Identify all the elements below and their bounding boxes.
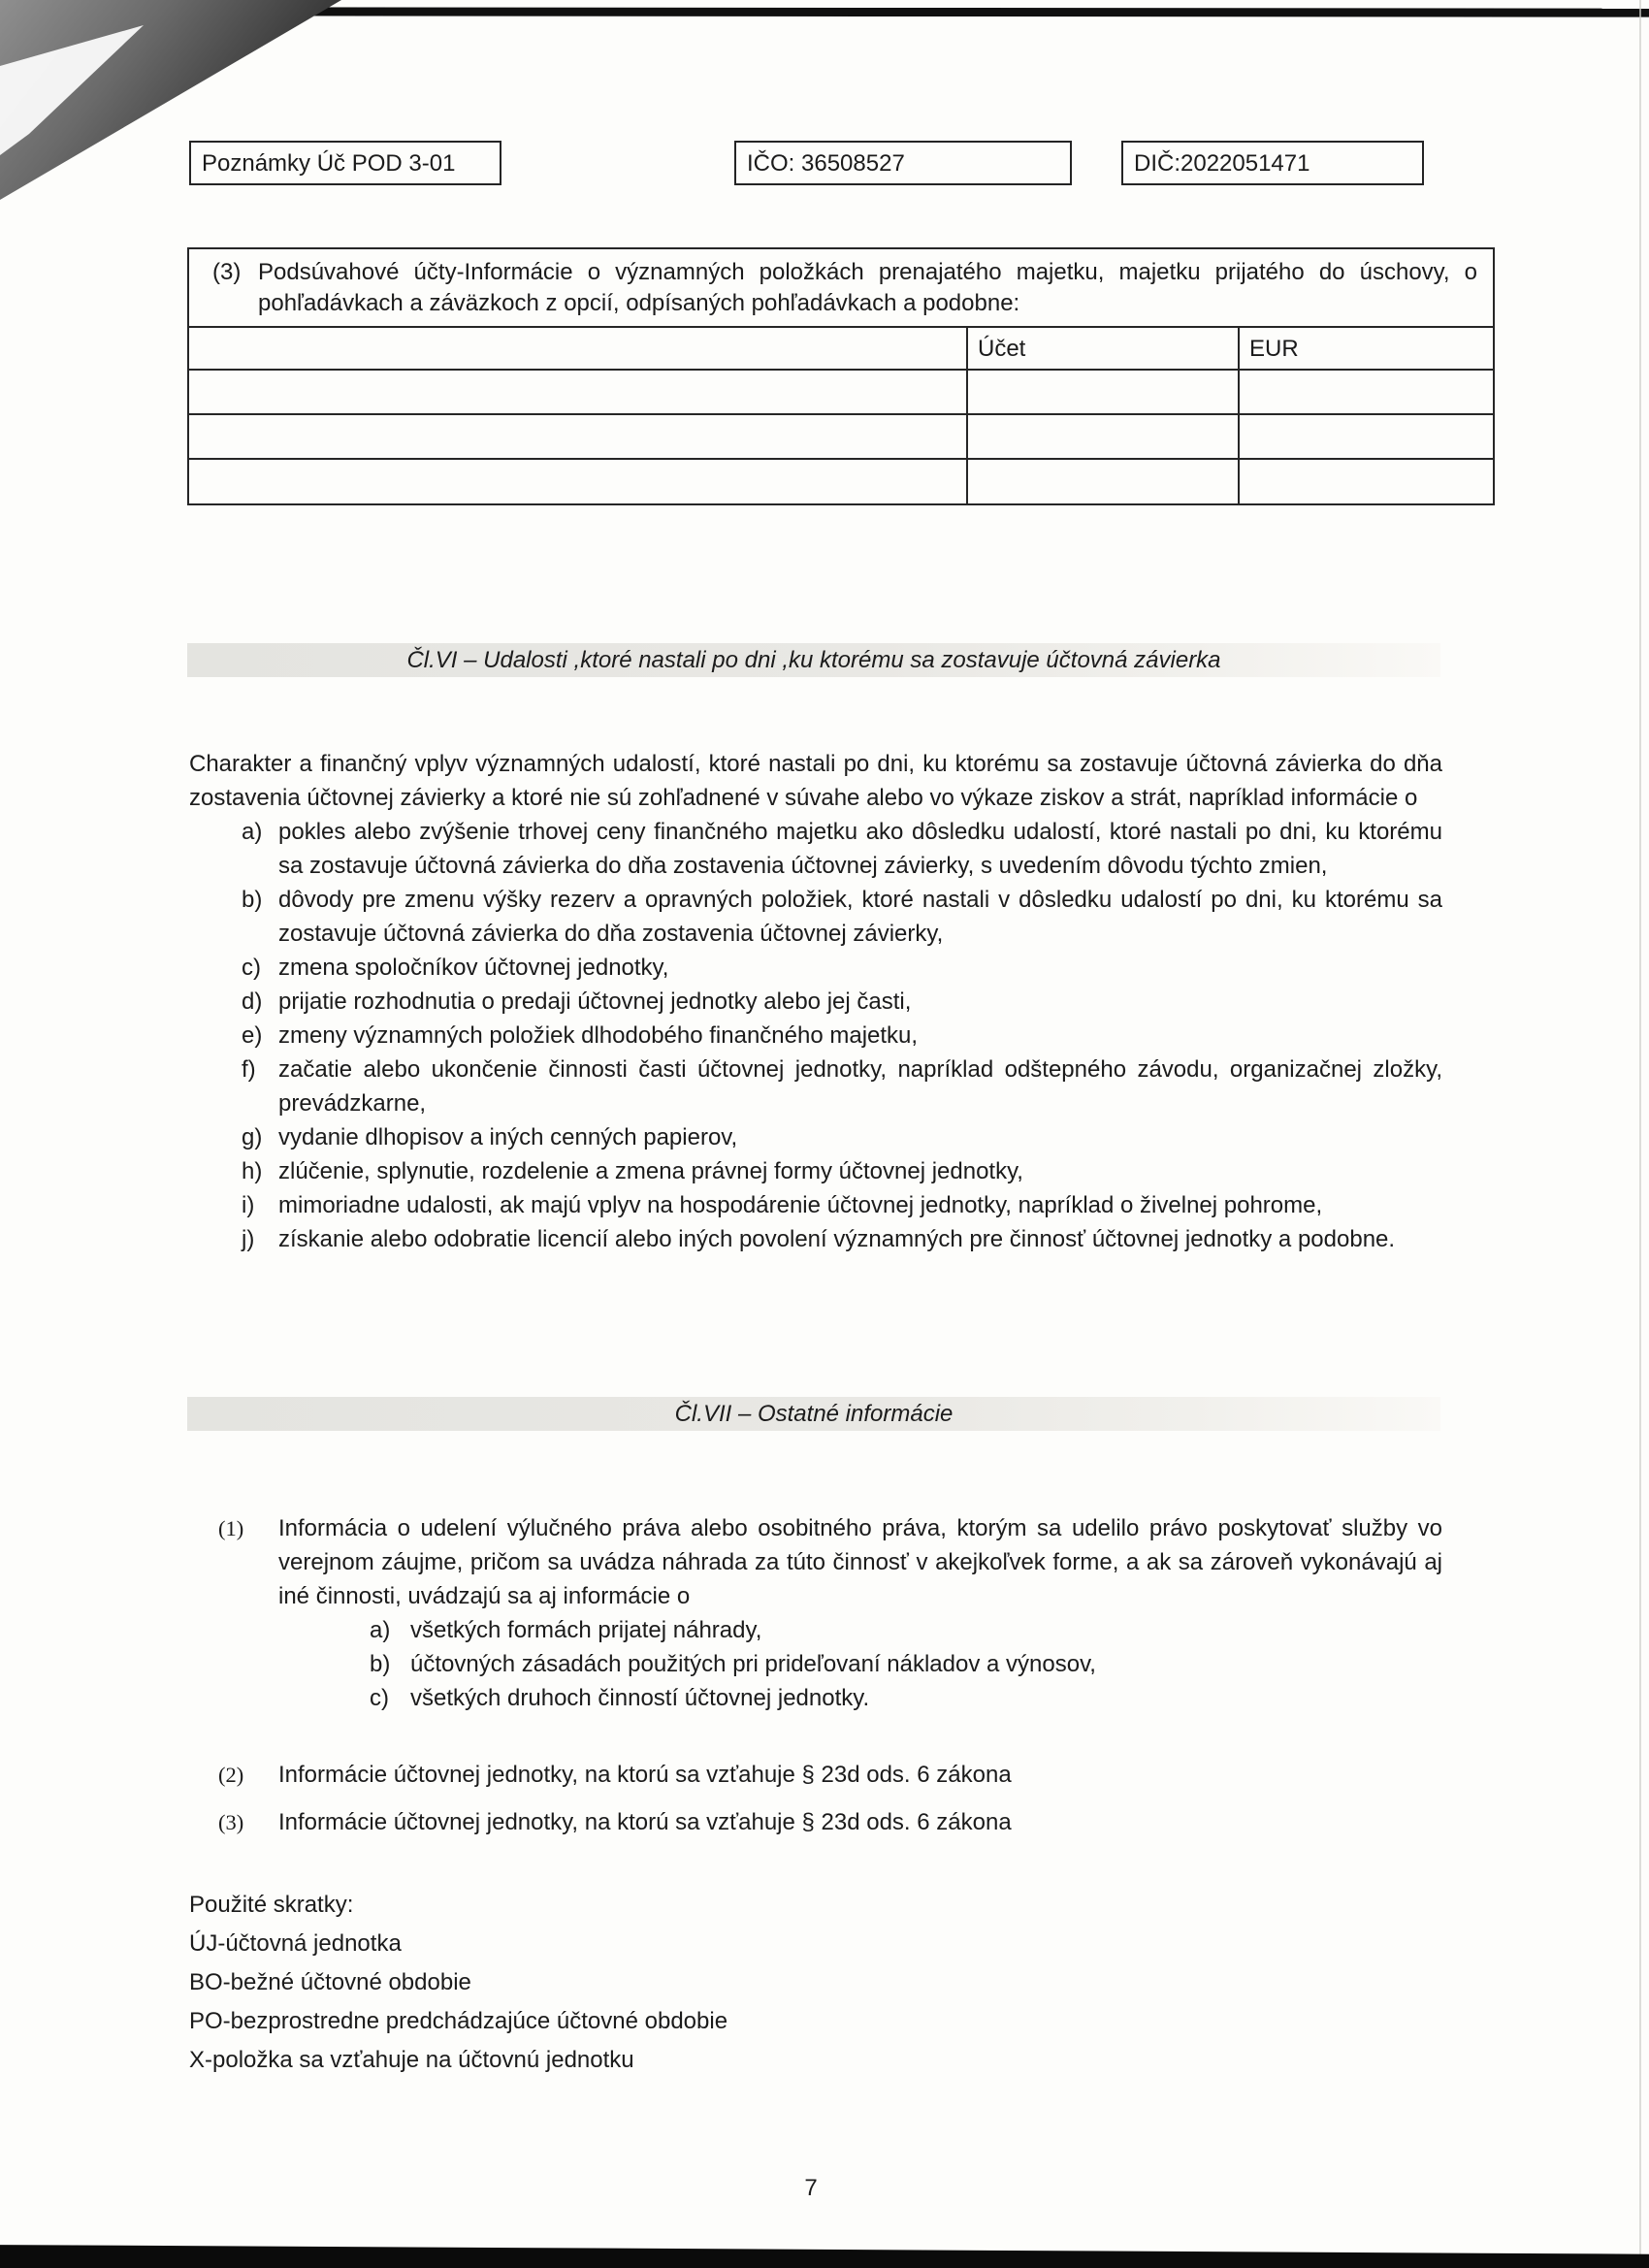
list-item-label: b) xyxy=(242,887,263,913)
dic-box xyxy=(1121,141,1424,185)
table-grid xyxy=(189,326,1493,503)
sub-item-label: c) xyxy=(370,1685,389,1711)
table-row xyxy=(189,414,1493,459)
list-item-label: d) xyxy=(242,988,263,1015)
table-row xyxy=(189,459,1493,503)
table-cell xyxy=(1239,414,1493,459)
ico-box xyxy=(734,141,1072,185)
sub-item-label: b) xyxy=(370,1651,391,1677)
list-item-j xyxy=(189,1222,1442,1256)
list-item-label: e) xyxy=(242,1022,263,1049)
section-vi-heading xyxy=(187,643,1440,677)
list-item-label: j) xyxy=(242,1226,255,1252)
list-item-f xyxy=(189,1053,1442,1120)
scan-artifact-right-edge xyxy=(1639,0,1641,2268)
numbered-item-label: (1) xyxy=(218,1516,244,1540)
form-name-box xyxy=(189,141,501,185)
list-item-e xyxy=(189,1019,1442,1053)
table-header-empty-cell xyxy=(189,327,967,370)
section-vi-body xyxy=(189,747,1442,1256)
scan-artifact-top-line xyxy=(190,7,1649,16)
scan-artifact-bottom-line xyxy=(0,2243,1649,2268)
table-cell xyxy=(967,370,1239,414)
table-cell xyxy=(1239,370,1493,414)
numbered-item-label: (3) xyxy=(218,1810,244,1834)
section-vii-heading xyxy=(187,1397,1440,1431)
numbered-item-2 xyxy=(189,1758,1442,1792)
sub-item-label: a) xyxy=(370,1617,391,1643)
abbreviation-po: PO-bezprostredne predchádzajúce účtovné obdobie xyxy=(189,2008,728,2034)
list-item-text: zlúčenie, splynutie, rozdelenie a zmena právnej formy účtovnej jednotky, xyxy=(278,1158,1023,1184)
list-item-h xyxy=(189,1154,1442,1188)
sub-item-c xyxy=(189,1681,1442,1715)
list-item-text: začatie alebo ukončenie činnosti časti účtovnej jednotky, napríklad odštepného závodu, organizačnej zložky, prevádzkarne, xyxy=(278,1056,1442,1117)
table-cell xyxy=(189,370,967,414)
section-vii-title: Čl.VII – Ostatné informácie xyxy=(674,1401,954,1427)
list-item-g xyxy=(189,1120,1442,1154)
list-item-label: c) xyxy=(242,955,261,981)
table-caption-text: Podsúvahové účty-Informácie o významných položkách prenajatého majetku, majetku prijatého do úschovy, o pohľadávkach a záväzkoch z opcií, odpísaných pohľadávkach a podobne: xyxy=(258,259,1477,316)
numbered-item-text: Informácia o udelení výlučného práva alebo osobitného práva, ktorým sa udelilo právo poskytovať služby vo verejnom záujme, pričom sa uvádza náhrada za túto činnosť v akejkoľvek forme, a ak sa zároveň vykonávajú aj iné činnosti, uvádzajú sa aj informácie o xyxy=(278,1515,1442,1609)
table-cell xyxy=(967,414,1239,459)
list-item-label: h) xyxy=(242,1158,263,1184)
sub-item-text: účtovných zásadách použitých pri prideľovaní nákladov a výnosov, xyxy=(410,1651,1096,1677)
abbreviation-x: X-položka sa vzťahuje na účtovnú jednotku xyxy=(189,2047,634,2073)
form-name-label: Poznámky Úč POD 3-01 xyxy=(202,149,456,177)
list-item-text: získanie alebo odobratie licencií alebo iných povolení významných pre činnosť účtovnej jednotky a podobne. xyxy=(278,1226,1396,1252)
list-item-label: f) xyxy=(242,1056,256,1083)
list-item-text: zmeny významných položiek dlhodobého finančného majetku, xyxy=(278,1022,919,1049)
numbered-item-label: (2) xyxy=(218,1763,244,1787)
abbreviations-block xyxy=(189,1886,1442,2080)
list-item-c xyxy=(189,951,1442,985)
sub-item-text: všetkých druhoch činností účtovnej jednotky. xyxy=(410,1685,870,1711)
table-row xyxy=(189,370,1493,414)
table-cell xyxy=(1239,459,1493,503)
section-vi-title: Čl.VI – Udalosti ,ktoré nastali po dni ,ku ktorému sa zostavuje účtovná závierka xyxy=(406,647,1221,673)
numbered-item-text: Informácie účtovnej jednotky, na ktorú sa vzťahuje § 23d ods. 6 zákona xyxy=(278,1809,1012,1835)
table-cell xyxy=(189,414,967,459)
table-header-ucet: Účet xyxy=(967,327,1239,370)
dic-value: DIČ:2022051471 xyxy=(1134,149,1310,177)
list-item-label: g) xyxy=(242,1124,263,1150)
numbered-item-3 xyxy=(189,1805,1442,1839)
table-cell xyxy=(189,459,967,503)
list-item-a xyxy=(189,815,1442,883)
table-caption-number: (3) xyxy=(212,259,242,285)
sub-item-a xyxy=(189,1613,1442,1647)
list-item-label: i) xyxy=(242,1192,255,1218)
sub-item-b xyxy=(189,1647,1442,1681)
list-item-text: dôvody pre zmenu výšky rezerv a opravných položiek, ktoré nastali v dôsledku udalostí po dni, ku ktorému sa zostavuje účtovná závierka do dňa zostavenia účtovnej závierky, xyxy=(278,887,1442,947)
section-vi-intro: Charakter a finančný vplyv významných udalostí, ktoré nastali po dni, ku ktorému sa zostavuje účtovná závierka do dňa zostavenia účtovnej závierky a ktoré nie sú zohľadnené v súvahe alebo vo výkaze ziskov a strát, napríklad informácie o xyxy=(189,751,1442,811)
list-item-d xyxy=(189,985,1442,1019)
table-caption xyxy=(189,249,1493,326)
list-item-text: mimoriadne udalosti, ak majú vplyv na hospodárenie účtovnej jednotky, napríklad o živelnej pohrome, xyxy=(278,1192,1323,1218)
list-item-b xyxy=(189,883,1442,951)
list-item-text: prijatie rozhodnutia o predaji účtovnej jednotky alebo jej časti, xyxy=(278,988,912,1015)
off-balance-accounts-table xyxy=(187,247,1495,505)
table-header-row xyxy=(189,327,1493,370)
list-item-i xyxy=(189,1188,1442,1222)
table-header-eur: EUR xyxy=(1239,327,1493,370)
list-item-label: a) xyxy=(242,819,263,845)
abbreviation-uj: ÚJ-účtovná jednotka xyxy=(189,1930,402,1957)
page-number: 7 xyxy=(804,2175,818,2201)
list-item-text: pokles alebo zvýšenie trhovej ceny finančného majetku ako dôsledku udalostí, ktoré nastali po dni, ku ktorému sa zostavuje účtovná závierka do dňa zostavenia účtovnej závierky, s uvedením dôvodu týchto zmien, xyxy=(278,819,1442,879)
sub-item-text: všetkých formách prijatej náhrady, xyxy=(410,1617,762,1643)
numbered-item-1 xyxy=(189,1511,1442,1613)
ico-value: IČO: 36508527 xyxy=(747,149,905,177)
numbered-item-text: Informácie účtovnej jednotky, na ktorú sa vzťahuje § 23d ods. 6 zákona xyxy=(278,1762,1012,1788)
list-item-text: vydanie dlhopisov a iných cenných papierov, xyxy=(278,1124,738,1150)
list-item-text: zmena spoločníkov účtovnej jednotky, xyxy=(278,955,669,981)
table-cell xyxy=(967,459,1239,503)
section-vii-body xyxy=(189,1511,1442,1839)
abbreviation-bo: BO-bežné účtovné obdobie xyxy=(189,1969,471,1995)
abbreviations-title: Použité skratky: xyxy=(189,1892,354,1918)
